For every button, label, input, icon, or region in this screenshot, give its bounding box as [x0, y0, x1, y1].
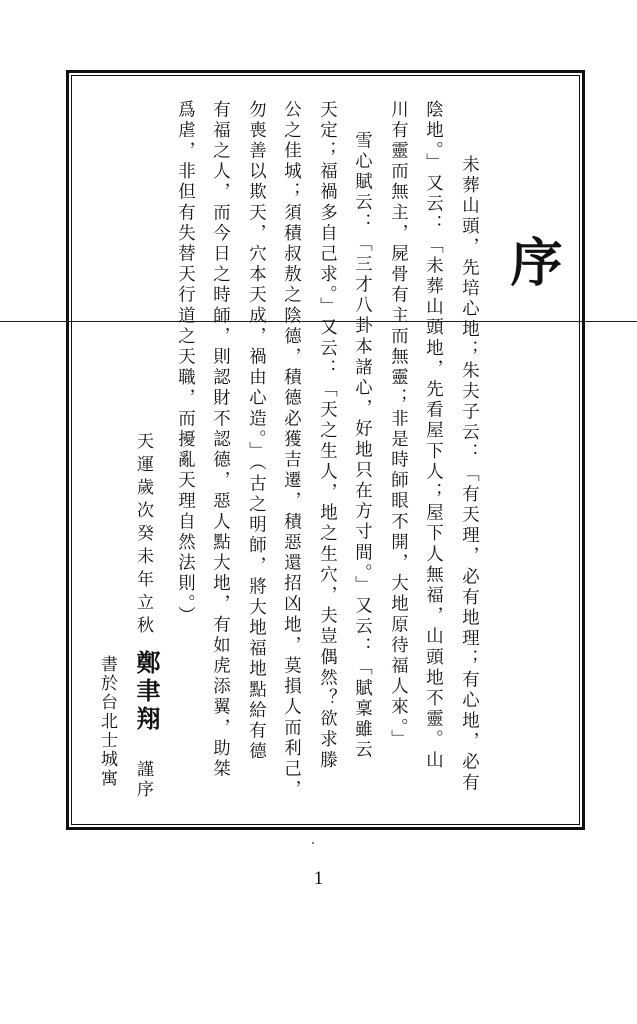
text-column-8: 有福之人，而今日之時師，則認財不認德，惡人點大地，有如虎添翼，助桀	[209, 100, 230, 780]
text-column-6: 公之佳城；須積叔敖之陰德，積德必獲吉遷，積惡還招凶地，莫損人而利己，	[280, 100, 301, 801]
text-column-5: 天定；福禍多自己求。」又云：「天之生人，地之生穴，夫豈偶然？欲求滕	[316, 100, 337, 772]
text-column-4: 雪心賦云：「三才八卦本諸心，好地只在方寸間。」又云：「賦稟雖云	[351, 131, 372, 761]
signature-author: 鄭聿翔	[132, 650, 161, 734]
page-title: 序	[501, 235, 562, 287]
text-column-9: 爲虐，非但有失替天行道之天職，而擾亂天理自然法則。）	[174, 100, 195, 627]
page-number: 1	[313, 868, 324, 889]
text-column-3: 川有靈而無主，屍骨有主而無靈；非是時師眼不開，大地原待福人來。」	[387, 100, 408, 751]
text-column-2: 陰地。」又云：「未葬山頭地，先看屋下人；屋下人無福，山頭地不靈。山	[422, 100, 443, 772]
signature-suffix: 謹序	[133, 760, 153, 800]
text-column-1: 未葬山頭，先培心地；朱夫子云：「有天理，必有地理；有心地，必有	[458, 155, 479, 794]
signature-date: 天運歲次癸未年立秋	[133, 432, 153, 639]
text-column-7: 勿喪善以欺天，穴本天成，禍由心造。」（古之明師，將大地福地點給有德	[245, 100, 266, 763]
scan-dot	[312, 842, 314, 844]
signature-place: 書於台北士城寓	[97, 655, 117, 788]
